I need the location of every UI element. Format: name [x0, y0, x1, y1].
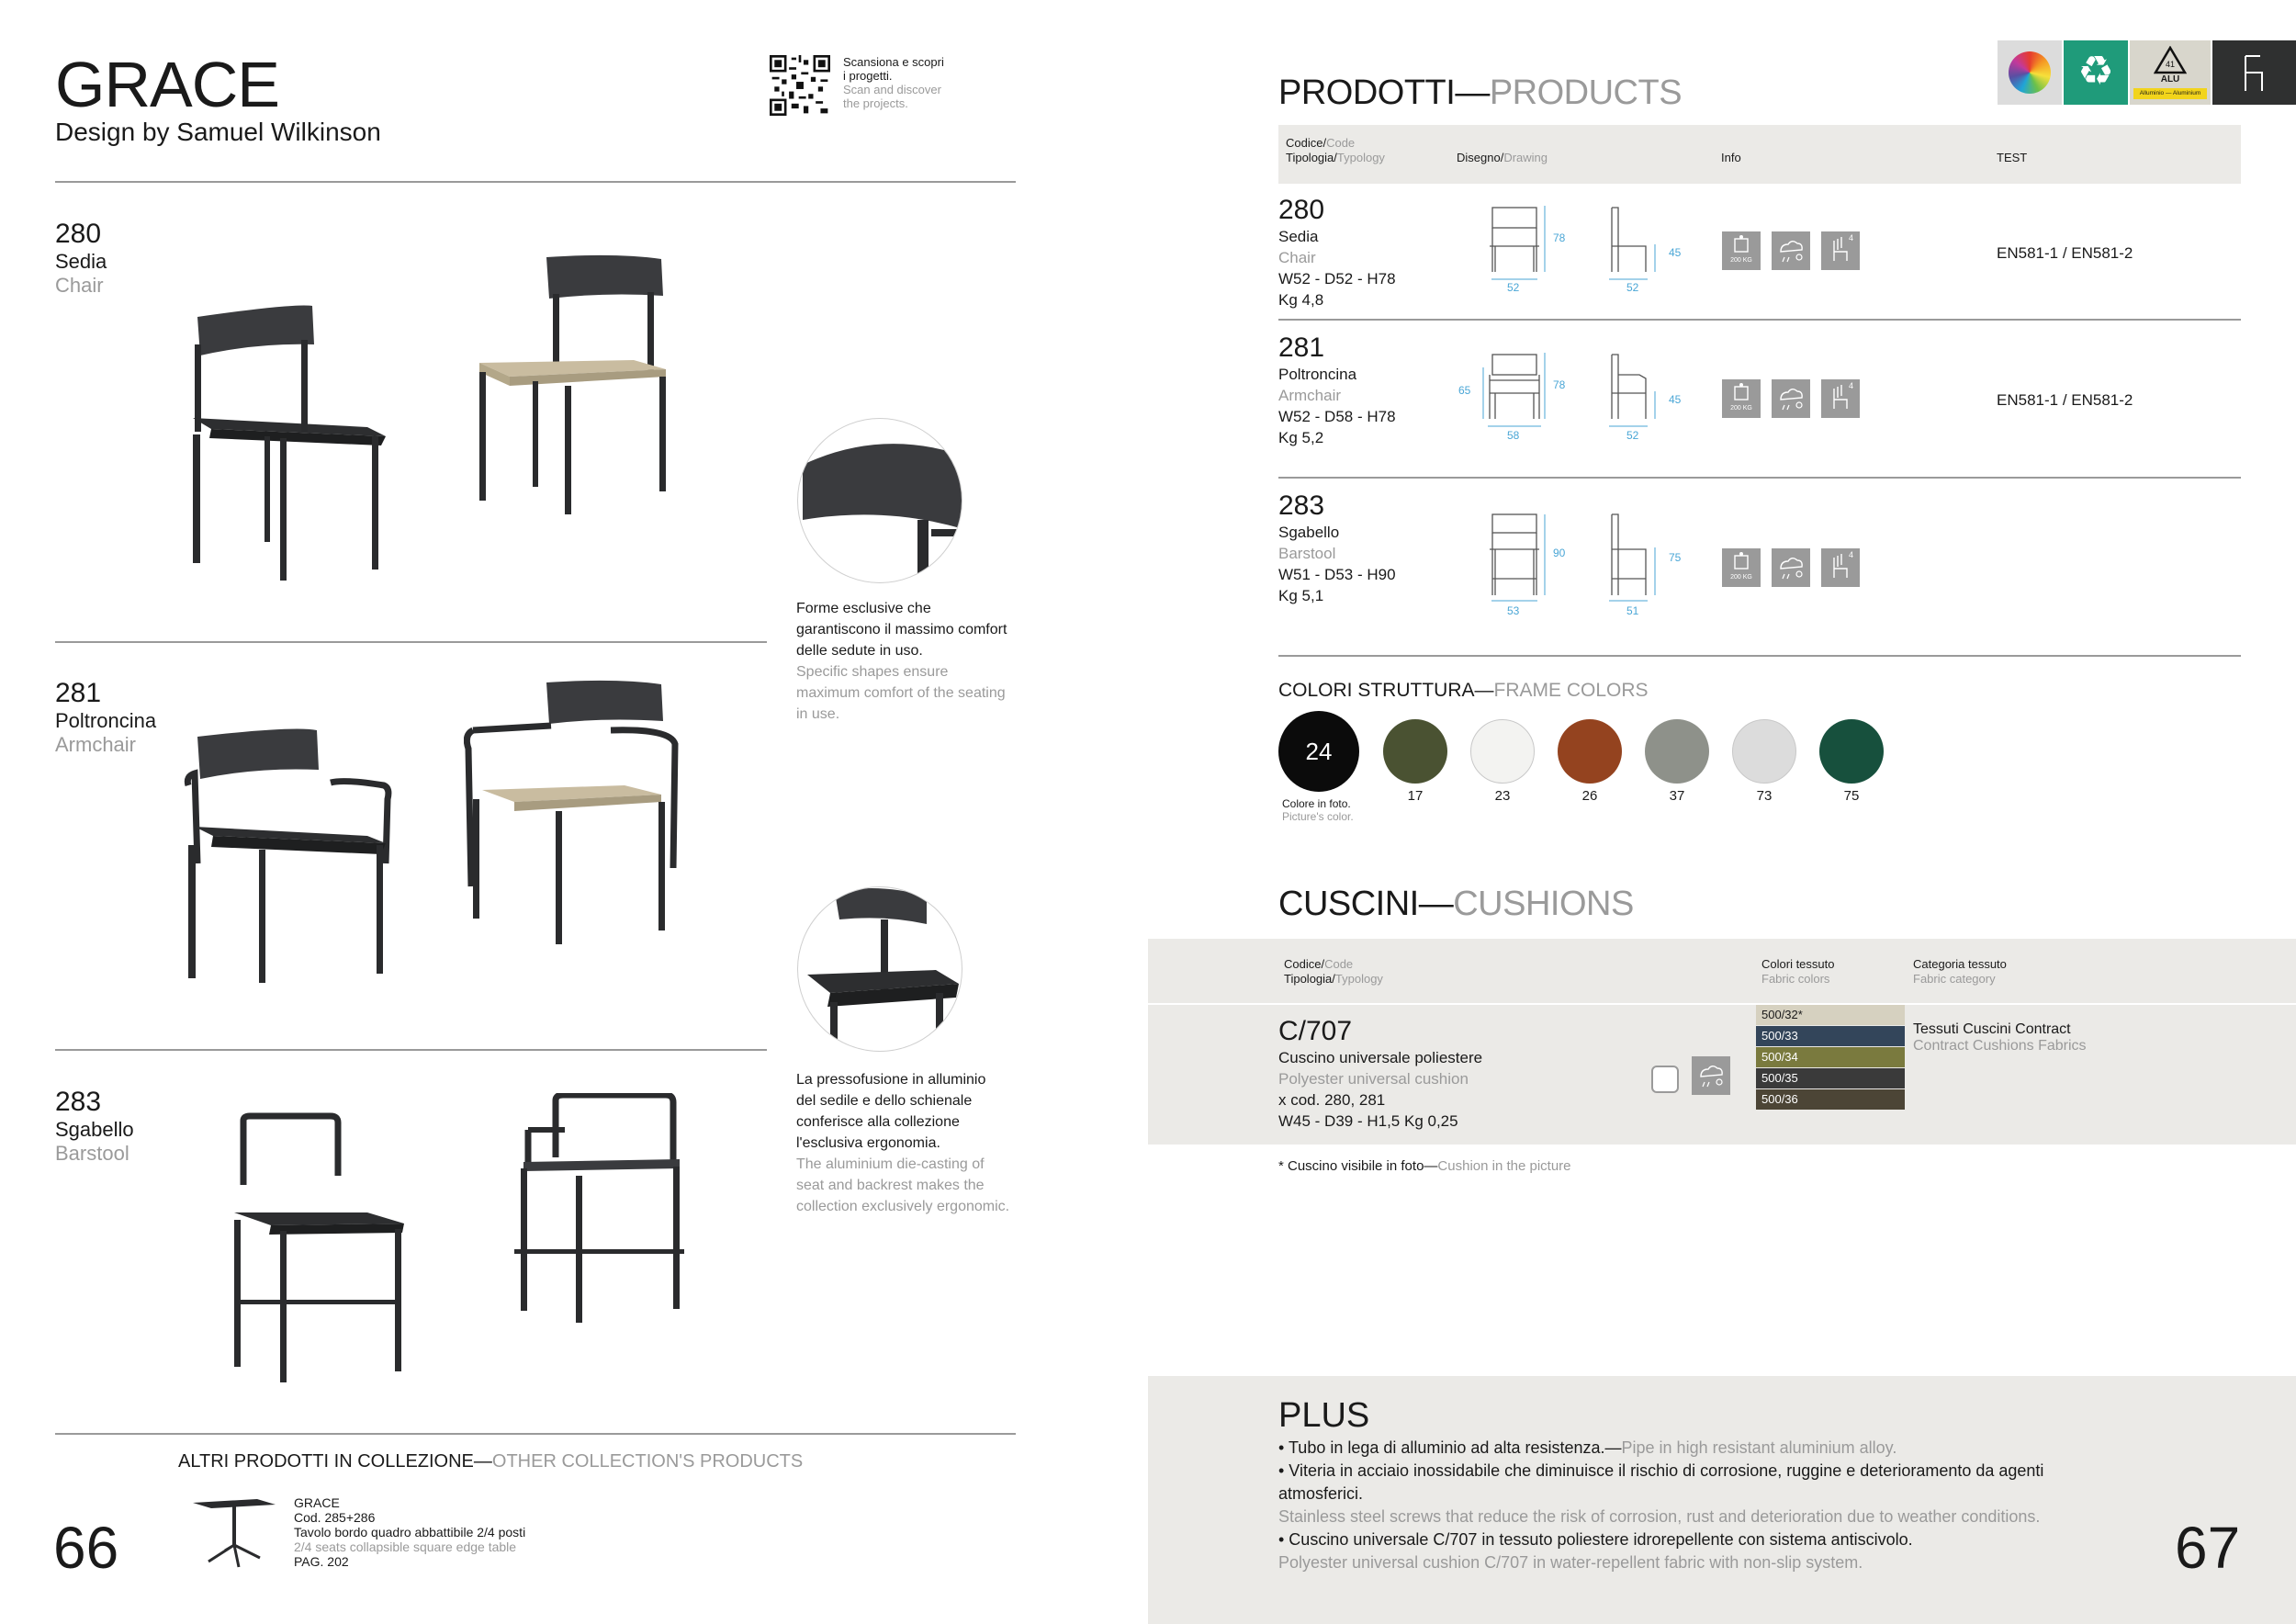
frame-color-code: 17 — [1407, 788, 1424, 804]
fabric-color-chip[interactable]: 500/34 — [1756, 1047, 1905, 1067]
frame-colors-title — [1278, 680, 1649, 702]
header-code-en: Code — [1324, 957, 1354, 971]
drawing-280-front — [1479, 200, 1570, 301]
dimension-label: 53 — [1507, 604, 1520, 617]
plus-item-2-it-cont: atmosferici. — [1278, 1484, 1364, 1503]
page-number-left: 66 — [53, 1515, 119, 1581]
row-dimensions: W51 - D53 - H90 — [1278, 566, 1396, 583]
other-products-title-en: OTHER COLLECTION'S PRODUCTS — [491, 1451, 804, 1472]
plus-item-2-it: • Viteria in acciaio inossidabile che diminuisce il rischio di corrosione, ruggine e deterioramento da agenti — [1278, 1461, 2044, 1480]
detail2-en: collection exclusively ergonomic. — [796, 1199, 1010, 1214]
picture-color-note-it: Colore in foto. — [1282, 797, 1351, 810]
recycle-badge — [2064, 40, 2128, 105]
plus-item-1-en: Pipe in high resistant aluminium alloy. — [1621, 1438, 1897, 1457]
dimension-label: 45 — [1669, 393, 1682, 406]
color-wheel-icon — [2009, 51, 2051, 94]
header-draw-it: Disegno/ — [1457, 151, 1504, 164]
title-separator: — — [1418, 885, 1454, 923]
chair-281-photo-front — [184, 726, 395, 1010]
cushion-name: Cuscino universale poliestere — [1278, 1049, 1483, 1066]
header-type-it: Tipologia/ — [1284, 972, 1335, 986]
drawing-281-front — [1479, 347, 1570, 448]
header-code — [1284, 957, 1353, 972]
header-code — [1286, 136, 1355, 151]
divider — [55, 1049, 767, 1051]
header-type-it: Tipologia/ — [1286, 151, 1337, 164]
barstool-283-photo-back — [510, 1093, 693, 1369]
products-table-header — [1278, 125, 2241, 184]
products-section-title — [1278, 73, 1682, 113]
fabric-color-chip[interactable]: 500/36 — [1756, 1089, 1905, 1110]
plus-item-1 — [1278, 1437, 2197, 1460]
title-separator: — — [473, 1451, 492, 1472]
qr-caption — [843, 55, 972, 110]
header-fabric-colors-it: Colori tessuto — [1761, 957, 1835, 971]
other-product-code: Cod. 285+286 — [294, 1510, 376, 1525]
svg-text:41: 41 — [2165, 60, 2176, 69]
cushion-note-it: * Cuscino visibile in foto — [1278, 1158, 1424, 1174]
qr-caption-en-2: the projects. — [843, 96, 908, 110]
table-row-280 — [1278, 195, 1396, 310]
product-name-en: Chair — [55, 274, 104, 297]
picture-color-note-en: Picture's color. — [1282, 810, 1354, 823]
divider — [1278, 319, 2241, 321]
header-category-en: Fabric category — [1913, 972, 1996, 986]
stack-count: 4 — [1849, 550, 1854, 559]
chair-280-photo-front — [184, 299, 395, 592]
header-fabric-colors-en: Fabric colors — [1761, 972, 1830, 986]
cushion-note-en: Cushion in the picture — [1437, 1158, 1571, 1174]
barstool-283-photo-front — [220, 1111, 413, 1387]
cushions-table-header — [1148, 939, 2296, 1003]
chair-outline-icon — [2240, 54, 2268, 93]
plus-item-3-it: • Cuscino universale C/707 in tessuto poliestere idrorepellente con sistema antiscivolo. — [1278, 1530, 1913, 1549]
cushions-title-en: CUSHIONS — [1453, 885, 1634, 923]
frame-color-code: 23 — [1494, 788, 1511, 804]
cushion-name-en: Polyester universal cushion — [1278, 1070, 1469, 1088]
detail2-it: del sedile e dello schienale — [796, 1093, 973, 1109]
detail1-it: delle sedute in uso. — [796, 643, 923, 659]
row-weight: Kg 5,2 — [1278, 429, 1324, 446]
product-name: Sgabello — [55, 1118, 134, 1141]
qr-caption-it-2: i progetti. — [843, 69, 893, 83]
frame-colors-title-it: COLORI STRUTTURA — [1278, 680, 1475, 701]
cushions-title-it: CUSCINI — [1278, 885, 1419, 923]
detail1-en: in use. — [796, 706, 840, 722]
qr-caption-en-1: Scan and discover — [843, 83, 941, 96]
frame-color-code: 75 — [1843, 788, 1860, 804]
title-separator: — — [1424, 1158, 1438, 1174]
divider — [55, 1433, 1016, 1435]
fabric-color-chip[interactable]: 500/33 — [1756, 1026, 1905, 1046]
header-info: Info — [1721, 151, 1741, 164]
dimension-label: 52 — [1507, 281, 1520, 294]
row-dimensions: W52 - D52 - H78 — [1278, 270, 1396, 288]
alu-recycling-triangle-icon — [2154, 46, 2187, 75]
detail2-text — [796, 1069, 1021, 1217]
product-name: Poltroncina — [55, 709, 157, 732]
product-name-en: Barstool — [55, 1142, 129, 1165]
other-product-desc-en: 2/4 seats collapsible square edge table — [294, 1539, 517, 1554]
frame-color-code: 73 — [1756, 788, 1773, 804]
row-weight: Kg 4,8 — [1278, 291, 1324, 309]
table-row-283 — [1278, 491, 1396, 606]
load-capacity-icon — [1722, 231, 1761, 270]
fabric-category-it: Tessuti Cuscini Contract — [1913, 1021, 2071, 1037]
load-capacity-icon — [1722, 548, 1761, 587]
row-code: 283 — [1278, 491, 1325, 521]
products-title-it: PRODOTTI — [1278, 73, 1456, 112]
dimension-label: 78 — [1553, 378, 1566, 391]
detail2-it: conferisce alla collezione — [796, 1114, 960, 1130]
dimension-label: 58 — [1507, 429, 1520, 442]
dimension-label: 90 — [1553, 547, 1566, 559]
row-name: Poltroncina — [1278, 366, 1357, 383]
frame-color-swatch[interactable] — [1819, 719, 1884, 784]
weather-resistant-icon — [1772, 231, 1810, 270]
fabric-color-chip[interactable]: 500/32* — [1756, 1005, 1905, 1025]
detail1-it: garantiscono il massimo comfort — [796, 622, 1007, 637]
qr-code-icon[interactable] — [770, 55, 830, 116]
alu-badge-text: ALU — [2160, 74, 2180, 85]
recycle-icon: ♻ — [2077, 48, 2114, 95]
other-product-desc-it: Tavolo bordo quadro abbattibile 2/4 posti — [294, 1525, 526, 1539]
title-separator: — — [1604, 1438, 1622, 1457]
cushion-fabric-category — [1913, 1021, 2087, 1054]
divider — [55, 641, 767, 643]
header-test: TEST — [1997, 151, 2028, 164]
row-name: Sedia — [1278, 228, 1319, 245]
detail2-it: La pressofusione in alluminio — [796, 1072, 986, 1088]
frame-color-code: 24 — [1305, 738, 1333, 765]
dimension-label: 75 — [1669, 551, 1682, 564]
detail1-en: maximum comfort of the seating — [796, 685, 1006, 701]
weather-resistant-icon — [1692, 1056, 1730, 1095]
dimension-label: 65 — [1458, 384, 1471, 397]
dimension-label: 78 — [1553, 231, 1566, 244]
row-name-en: Armchair — [1278, 387, 1342, 404]
cushion-note — [1278, 1158, 1571, 1174]
plus-item-1-it: • Tubo in lega di alluminio ad alta resistenza. — [1278, 1438, 1605, 1457]
other-product-page: PAG. 202 — [294, 1554, 349, 1569]
frame-color-swatch[interactable] — [1383, 719, 1447, 784]
product-code: 281 — [55, 678, 102, 708]
plus-item-3-en: Polyester universal cushion C/707 in water-repellent fabric with non-slip system. — [1278, 1553, 1863, 1572]
fabric-category-en: Contract Cushions Fabrics — [1913, 1038, 2087, 1054]
header-fabric-colors — [1761, 957, 1834, 987]
header-drawing — [1457, 151, 1548, 165]
frame-colors-title-en: FRAME COLORS — [1493, 680, 1649, 701]
row-name-en: Barstool — [1278, 545, 1336, 562]
header-typology — [1286, 151, 1385, 165]
plus-item-2-en: Stainless steel screws that reduce the risk of corrosion, rust and deterioration due to weather conditions. — [1278, 1507, 2041, 1526]
picture-color-note — [1282, 797, 1354, 823]
divider — [1278, 655, 2241, 657]
load-label: 200 KG — [1730, 574, 1752, 581]
product-name: Sedia — [55, 250, 107, 273]
product-code: 280 — [55, 219, 102, 249]
drawing-283-front — [1479, 513, 1570, 614]
cushion-shape-icon — [1651, 1066, 1679, 1093]
header-fabric-category — [1913, 957, 2007, 987]
header-type-en: Typology — [1336, 151, 1385, 164]
detail-backrest-photo — [797, 418, 962, 583]
cushion-dimensions: W45 - D39 - H1,5 Kg 0,25 — [1278, 1112, 1458, 1130]
row-name: Sgabello — [1278, 524, 1340, 541]
row-name-en: Chair — [1278, 249, 1316, 266]
row-test: EN581-1 / EN581-2 — [1997, 391, 2133, 409]
dimension-label: 45 — [1669, 246, 1682, 259]
load-label: 200 KG — [1730, 257, 1752, 264]
header-type-en: Typology — [1334, 972, 1383, 986]
load-capacity-icon — [1722, 379, 1761, 418]
plus-title: PLUS — [1278, 1396, 1370, 1435]
row-dimensions: W52 - D58 - H78 — [1278, 408, 1396, 425]
collection-title: GRACE — [55, 49, 279, 120]
outdoor-chair-badge — [2212, 40, 2296, 105]
stack-count: 4 — [1849, 233, 1854, 242]
cushion-compatible-codes: x cod. 280, 281 — [1278, 1091, 1386, 1109]
frame-color-swatch[interactable] — [1732, 719, 1796, 784]
header-typology — [1284, 972, 1383, 987]
detail1-it: Forme esclusive che — [796, 601, 931, 616]
header-code-it: Codice/ — [1286, 136, 1327, 150]
header-draw-en: Drawing — [1503, 151, 1548, 164]
dimension-label: 52 — [1626, 429, 1639, 442]
fabric-color-chip[interactable]: 500/35 — [1756, 1068, 1905, 1088]
header-category-it: Categoria tessuto — [1913, 957, 2007, 971]
dimension-label: 51 — [1626, 604, 1639, 617]
designer-credit: Design by Samuel Wilkinson — [55, 118, 381, 146]
other-product-name: GRACE — [294, 1495, 340, 1510]
product-name-en: Armchair — [55, 733, 137, 756]
color-wheel-badge — [1998, 40, 2062, 105]
header-code-en: Code — [1326, 136, 1356, 150]
header-code-it: Codice/ — [1284, 957, 1325, 971]
qr-caption-it-1: Scansiona e scopri — [843, 55, 944, 69]
other-products-title-it: ALTRI PRODOTTI IN COLLEZIONE — [178, 1451, 474, 1472]
detail2-it: l'esclusiva ergonomia. — [796, 1135, 940, 1151]
divider — [1278, 477, 2241, 479]
stackable-icon — [1821, 231, 1860, 270]
table-row-281 — [1278, 333, 1396, 448]
products-title-en: PRODUCTS — [1489, 73, 1683, 112]
load-label: 200 KG — [1730, 405, 1752, 412]
plus-list — [1278, 1437, 2197, 1574]
page-number-right: 67 — [2175, 1515, 2241, 1581]
detail1-en: Specific shapes ensure — [796, 664, 949, 680]
chair-281-photo-cushion — [464, 675, 684, 969]
detail1-text — [796, 598, 1021, 725]
frame-color-code: 26 — [1581, 788, 1598, 804]
cushion-row — [1278, 1016, 1482, 1132]
frame-color-swatch[interactable] — [1645, 719, 1709, 784]
product-code: 283 — [55, 1087, 102, 1117]
stack-count: 4 — [1849, 381, 1854, 390]
dimension-label: 52 — [1626, 281, 1639, 294]
stackable-icon — [1821, 548, 1860, 587]
row-code: 281 — [1278, 333, 1325, 363]
divider — [55, 181, 1016, 183]
frame-color-code: 37 — [1669, 788, 1685, 804]
weather-resistant-icon — [1772, 548, 1810, 587]
title-separator: — — [1474, 680, 1494, 701]
detail2-en: seat and backrest makes the — [796, 1178, 985, 1193]
table-285-photo[interactable] — [188, 1495, 280, 1569]
cushion-code: C/707 — [1278, 1016, 1353, 1046]
alu-badge-label: Alluminio — Aluminium — [2133, 88, 2207, 99]
frame-color-swatch[interactable] — [1558, 719, 1622, 784]
detail2-en: The aluminium die-casting of — [796, 1156, 985, 1172]
other-products-title — [178, 1451, 803, 1472]
title-separator: — — [1455, 73, 1490, 112]
row-code: 280 — [1278, 195, 1325, 225]
product-281-label — [55, 678, 156, 757]
chair-280-photo-cushion — [468, 248, 680, 533]
frame-color-swatch[interactable] — [1470, 719, 1535, 784]
other-product-info[interactable] — [294, 1495, 525, 1569]
cushions-section-title — [1278, 885, 1634, 924]
weather-resistant-icon — [1772, 379, 1810, 418]
detail-seat-photo — [797, 886, 962, 1052]
product-280-label — [55, 219, 107, 298]
stackable-icon — [1821, 379, 1860, 418]
row-weight: Kg 5,1 — [1278, 587, 1324, 604]
product-283-label — [55, 1087, 134, 1166]
aluminium-badge — [2130, 40, 2211, 105]
row-test: EN581-1 / EN581-2 — [1997, 244, 2133, 262]
